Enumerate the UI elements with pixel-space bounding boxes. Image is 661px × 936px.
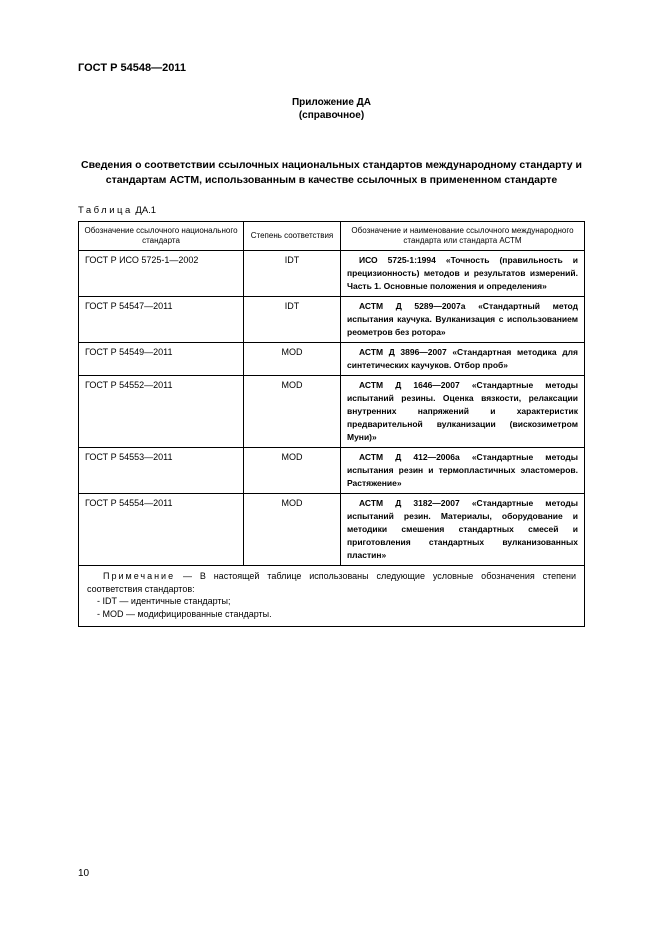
- international-standard-cell: ИСО 5725-1:1994 «Точность (правильность и прецизионность) методов и результатов измерений. Часть 1. Основные положения и определения»: [341, 251, 585, 297]
- note-item: - MOD — модифицированные стандарты.: [97, 608, 272, 619]
- appendix-subtitle: (справочное): [298, 110, 365, 121]
- correspondence-degree-cell: MOD: [244, 343, 341, 376]
- page-number: 10: [78, 868, 90, 879]
- section-title: Сведения о соответствии ссылочных национальных стандартов международному стандарту и стандартам АСТМ, использованным в качестве ссылочных в примененном стандарте: [81, 159, 582, 186]
- table-row: [79, 343, 585, 376]
- correspondence-degree-cell: MOD: [244, 376, 341, 448]
- note-cell: [79, 566, 585, 627]
- note-label: Примечание: [103, 571, 176, 581]
- appendix-title: Приложение ДА: [291, 97, 372, 108]
- header-national-standard: Обозначение ссылочного национального стандарта: [79, 222, 244, 251]
- note-item: - IDT — идентичные стандарты;: [97, 596, 231, 606]
- international-standard-cell: АСТМ Д 1646—2007 «Стандартные методы испытаний резины. Оценка вязкости, релаксации внутренних напряжений и характеристик предварительной вулканизации (вискозиметром Муни)»: [341, 376, 585, 448]
- standards-correspondence-table: [78, 221, 585, 627]
- international-standard-cell: АСТМ Д 5289—2007а «Стандартный метод испытания каучука. Вулканизация с использованием реометров без ротора»: [341, 297, 585, 343]
- correspondence-degree-cell: IDT: [244, 251, 341, 297]
- note-text: — В настоящей таблице использованы следующие условные обозначения степени соответствия стандартов:: [87, 571, 576, 594]
- correspondence-degree-cell: IDT: [244, 297, 341, 343]
- correspondence-degree-cell: MOD: [244, 494, 341, 566]
- note-paragraph: [87, 570, 576, 595]
- table-label-number: ДА.1: [135, 205, 157, 216]
- international-standard-cell: АСТМ Д 412—2006а «Стандартные методы испытания резин и термопластичных эластомеров. Растяжение»: [341, 448, 585, 494]
- table-row: [79, 448, 585, 494]
- table-label-word: Таблица: [78, 205, 133, 216]
- national-standard-cell: ГОСТ Р 54554—2011: [79, 494, 244, 566]
- table-row: [79, 376, 585, 448]
- page-content: [78, 62, 585, 879]
- header-correspondence-degree: Степень соответствия: [244, 222, 341, 251]
- table-body: [79, 251, 585, 566]
- table-row: [79, 297, 585, 343]
- appendix-heading: [78, 96, 585, 122]
- international-standard-cell: АСТМ Д 3896—2007 «Стандартная методика для синтетических каучуков. Отбор проб»: [341, 343, 585, 376]
- header-international-standard: Обозначение и наименование ссылочного международного стандарта или стандарта АСТМ: [341, 222, 585, 251]
- document-header: ГОСТ Р 54548—2011: [78, 62, 186, 74]
- table-header-row: [79, 222, 585, 251]
- national-standard-cell: ГОСТ Р 54549—2011: [79, 343, 244, 376]
- note-items: [87, 595, 576, 620]
- correspondence-degree-cell: MOD: [244, 448, 341, 494]
- national-standard-cell: ГОСТ Р 54547—2011: [79, 297, 244, 343]
- note-row: [79, 566, 585, 627]
- national-standard-cell: ГОСТ Р 54552—2011: [79, 376, 244, 448]
- international-standard-cell: АСТМ Д 3182—2007 «Стандартные методы испытаний резин. Материалы, оборудование и методики смешения стандартных смесей и приготовления стандартных вулканизованных пластин»: [341, 494, 585, 566]
- national-standard-cell: ГОСТ Р 54553—2011: [79, 448, 244, 494]
- table-row: [79, 251, 585, 297]
- table-row: [79, 494, 585, 566]
- national-standard-cell: ГОСТ Р ИСО 5725-1—2002: [79, 251, 244, 297]
- table-label: [78, 205, 585, 216]
